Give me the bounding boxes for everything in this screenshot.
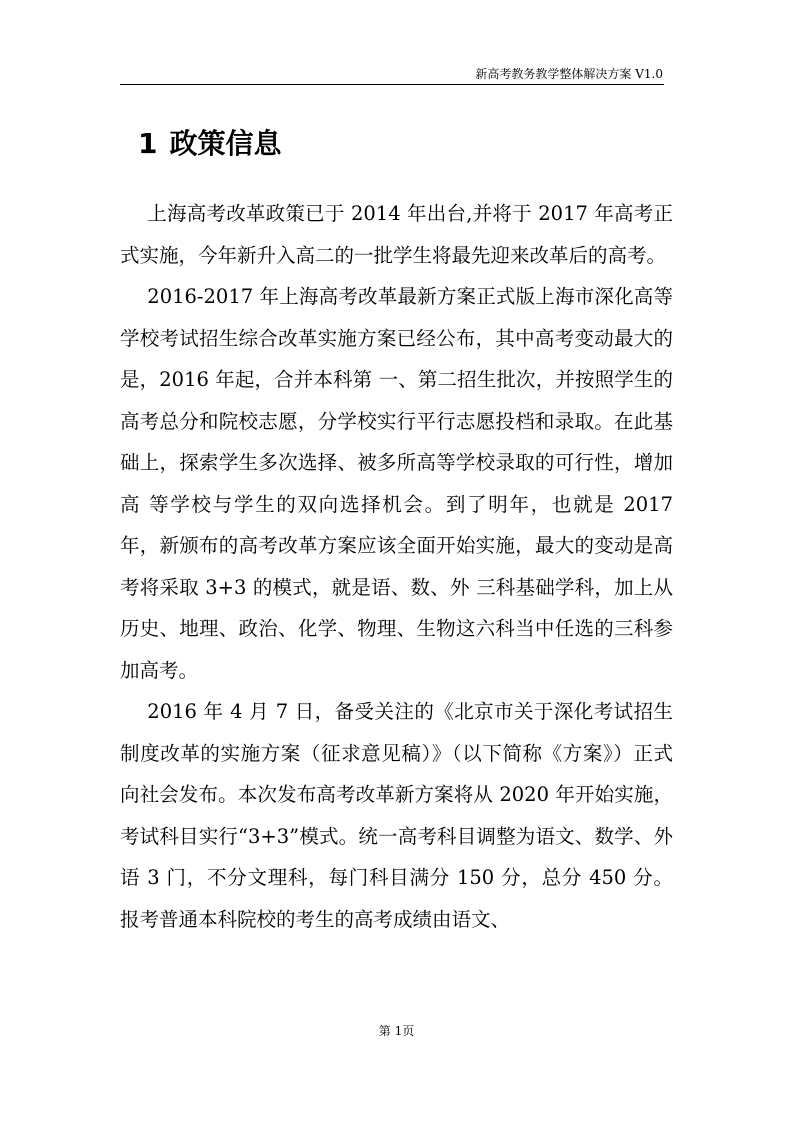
section-heading	[138, 124, 282, 164]
section-title: 政策信息	[169, 127, 282, 160]
paragraph: 上海高考改革政策已于 2014 年出台,并将于 2017 年高考正式实施，今年新升入高二的一批学生将最先迎来改革后的高考。	[120, 202, 673, 267]
running-header: 新高考教务教学整体解决方案 V1.0	[475, 67, 663, 81]
paragraph: 2016-2017 年上海高考改革最新方案正式版上海市深化高等学校考试招生综合改革实施方案已经公布，其中高考变动最大的是，2016 年起，合并本科第 一、第二招生批次，并按照学生的高考总分和院校志愿，分学校实行平行志愿投档和录取。在此基础上，探索学生多次选择、被多所高等学校录取的可行性，增加高 等学校与学生的双向选择机会。到了明年，也就是 2017 年，新颁布的高考改革方案应该全面开始实施，最大的变动是高考将采取 3+3 的模式，就是语、数、外 三科基础学科，加上从历史、地理、政治、化学、物理、生物这六科当中任选的三科参加高考。	[120, 285, 673, 682]
body-text	[120, 193, 673, 940]
section-number: 1	[138, 127, 158, 160]
header-divider	[120, 84, 664, 85]
page-number: 第 1页	[378, 1024, 415, 1038]
paragraph: 2016 年 4 月 7 日，备受关注的《北京市关于深化考试招生制度改革的实施方案（征求意见稿）》（以下简称《方案》）正式向社会发布。本次发布高考改革新方案将从 2020 年开始实施，考试科目实行“3+3”模式。统一高考科目调整为语文、数学、外语 3 门，不分文理科，每门科目满分 150 分，总分 450 分。报考普通本科院校的考生的高考成绩由语文、	[120, 700, 673, 931]
